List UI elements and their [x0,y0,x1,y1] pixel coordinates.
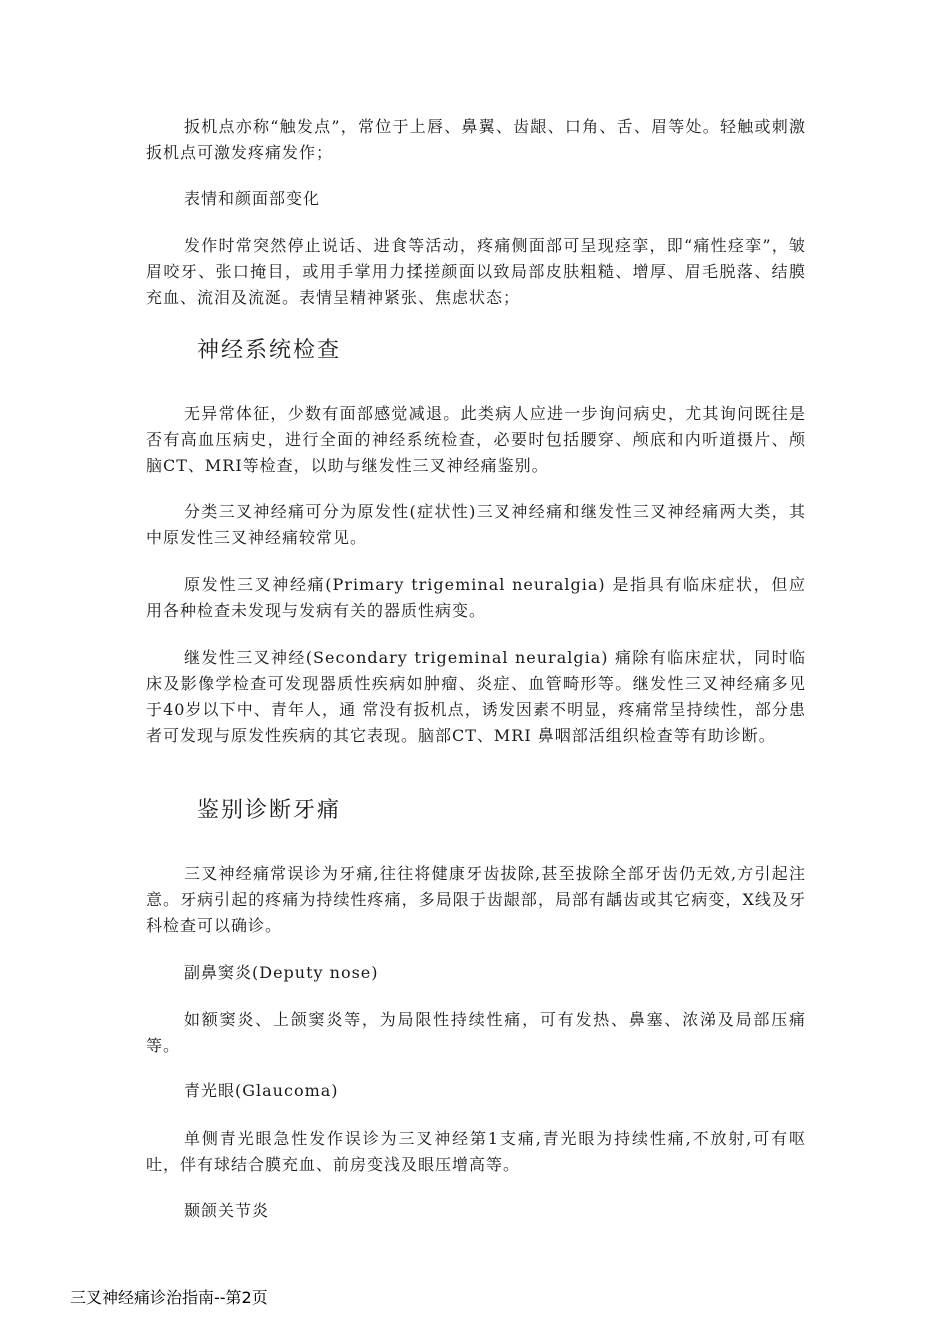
heading-neuro-exam: 神经系统检查 [197,338,342,363]
subheading-glaucoma: 青光眼(Glaucoma) [184,1081,339,1100]
heading-differential: 鉴别诊断牙痛 [197,798,342,823]
subheading-tmj: 颞颌关节炎 [184,1201,270,1220]
paragraph-neuro-exam: 无异常体征，少数有面部感觉减退。此类病人应进一步询问病史，尤其询问既往是否有高血压病史，进行全面的神经系统检查，必要时包括腰穿、颅底和内听道摄片、颅脑CT、MRI等检查，以助与继发性三叉神经痛鉴别。 [146,404,806,475]
paragraph-classification: 分类三叉神经痛可分为原发性(症状性)三叉神经痛和继发性三叉神经痛两大类，其中原发性三叉神经痛较常见。 [146,502,806,547]
paragraph-trigger-points: 扳机点亦称“触发点”，常位于上唇、鼻翼、齿龈、口角、舌、眉等处。轻触或刺激扳机点可激发疼痛发作； [146,117,806,162]
paragraph-glaucoma: 单侧青光眼急性发作误诊为三叉神经第1支痛,青光眼为持续性痛,不放射,可有呕吐，伴有球结合膜充血、前房变浅及眼压增高等。 [146,1129,806,1174]
paragraph-secondary: 继发性三叉神经(Secondary trigeminal neuralgia) 痛除有临床症状，同时临床及影像学检查可发现器质性疾病如肿瘤、炎症、血管畸形等。继发性三叉神经痛多见于40岁以下中、青年人，通 常没有扳机点，诱发因素不明显，疼痛常呈持续性，部分患者可发现与原发性疾病的其它表现。脑部CT、MRI 鼻咽部活组织检查等有助诊断。 [146,648,806,745]
paragraph-attack-behavior: 发作时常突然停止说话、进食等活动，疼痛侧面部可呈现痉挛，即“痛性痉挛”，皱眉咬牙、张口掩目，或用手掌用力揉搓颜面以致局部皮肤粗糙、增厚、眉毛脱落、结膜充血、流泪及流涎。表情呈精神紧张、焦虑状态； [146,236,806,307]
paragraph-toothache: 三叉神经痛常误诊为牙痛,往往将健康牙齿拔除,甚至拔除全部牙齿仍无效,方引起注意。牙病引起的疼痛为持续性疼痛，多局限于齿龈部，局部有龋齿或其它病变，X线及牙科检查可以确诊。 [146,864,806,935]
paragraph-primary: 原发性三叉神经痛(Primary trigeminal neuralgia) 是指具有临床症状，但应用各种检查未发现与发病有关的器质性病变。 [146,575,806,620]
page-footer: 三叉神经痛诊治指南--第2页 [70,1288,268,1307]
paragraph-sinusitis: 如额窦炎、上颌窦炎等，为局限性持续性痛，可有发热、鼻塞、浓涕及局部压痛等。 [146,1010,806,1055]
subheading-sinusitis: 副鼻窦炎(Deputy nose) [184,963,379,982]
subheading-expression: 表情和颜面部变化 [184,189,321,208]
